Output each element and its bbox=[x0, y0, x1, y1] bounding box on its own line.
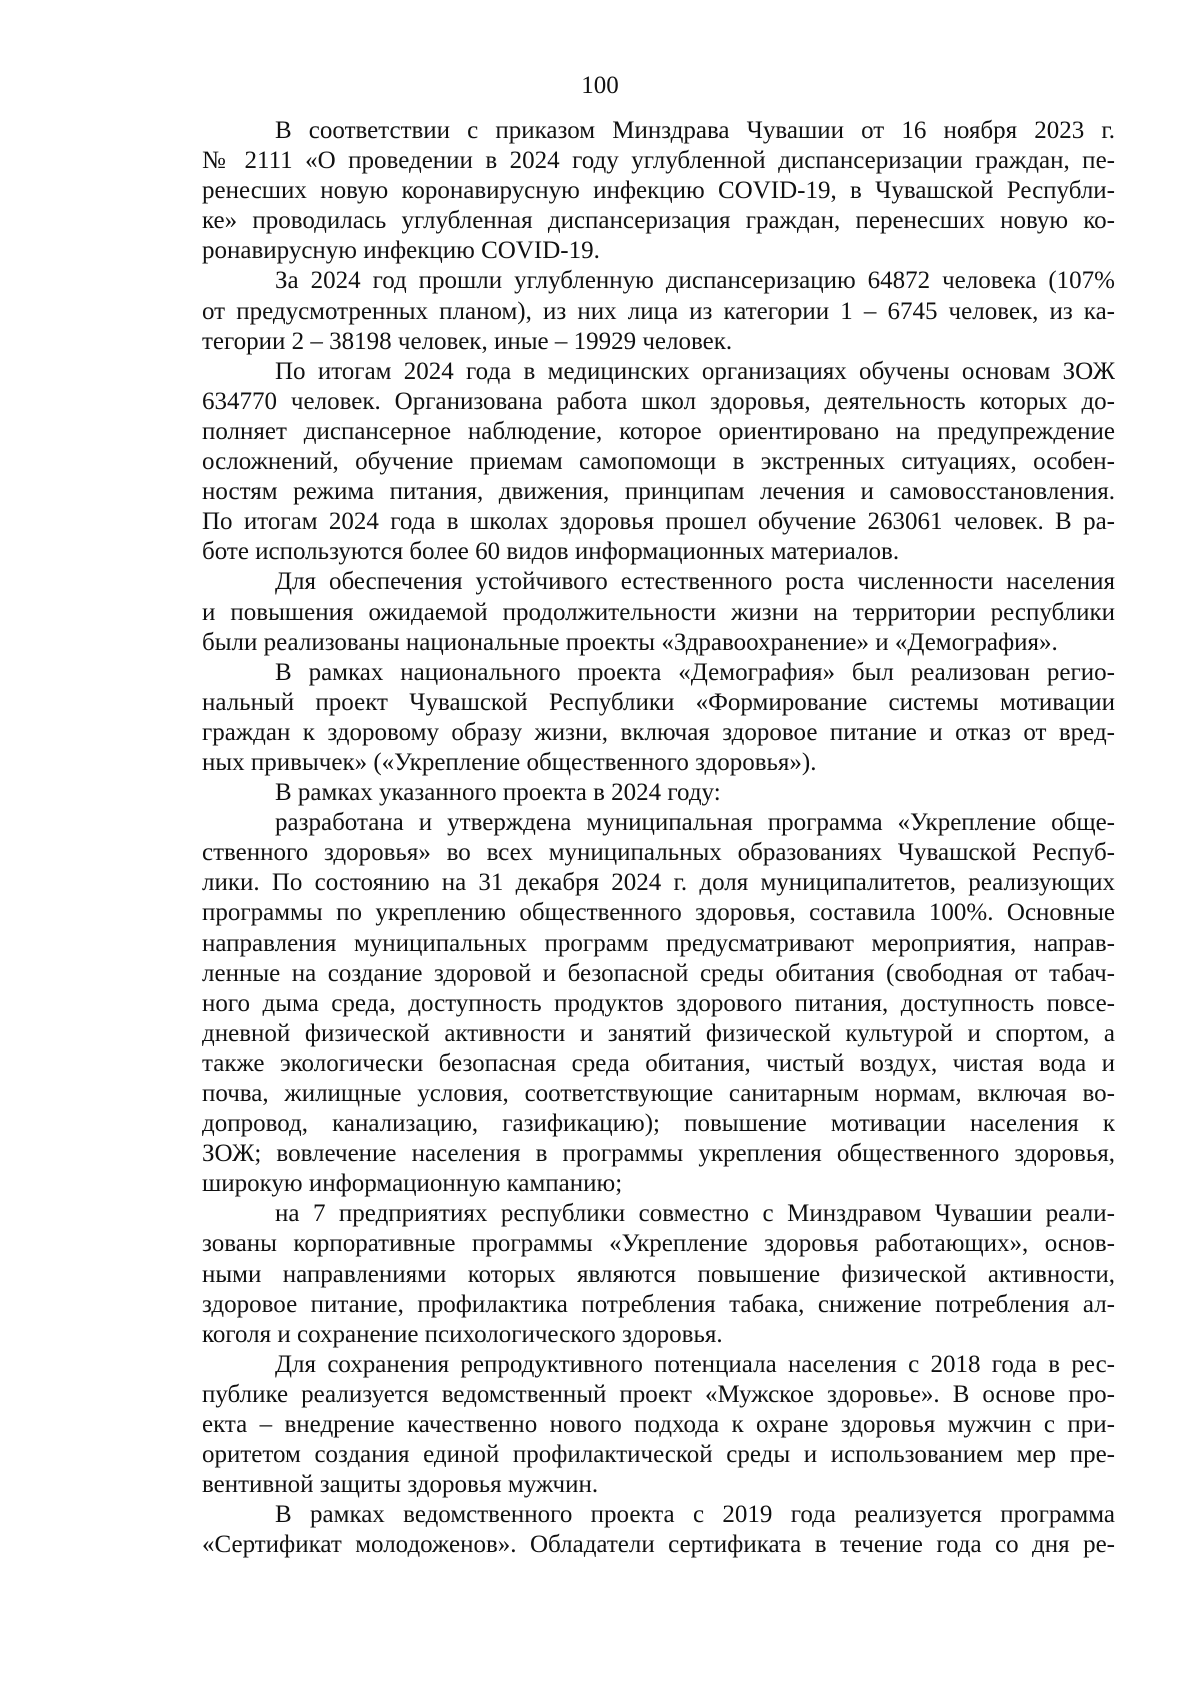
paragraph bbox=[202, 1199, 1115, 1349]
paragraph bbox=[202, 116, 1115, 266]
text-line: ленные на создание здоровой и безопасной среды обитания (свободная от табач- bbox=[202, 959, 1115, 987]
text-line: допровод, канализацию, газификацию); повышение мотивации населения к bbox=[202, 1110, 1115, 1138]
paragraph bbox=[202, 567, 1115, 657]
text-line: ных привычек» («Укрепление общественного здоровья»). bbox=[202, 748, 817, 776]
text-line: программы по укреплению общественного здоровья, составила 100%. Основные bbox=[202, 899, 1115, 927]
text-line: здоровое питание, профилактика потребления табака, снижение потребления ал- bbox=[202, 1290, 1115, 1318]
paragraph bbox=[202, 808, 1115, 1199]
document-body bbox=[202, 116, 1115, 1561]
paragraph bbox=[202, 658, 1115, 778]
text-line: За 2024 год прошли углубленную диспансеризацию 64872 человека (107% bbox=[275, 267, 1115, 295]
text-line: на 7 предприятиях республики совместно с Минздравом Чувашии реали- bbox=[275, 1200, 1115, 1228]
text-line: осложнений, обучение приемам самопомощи в экстренных ситуациях, особен- bbox=[202, 448, 1115, 476]
text-line: В соответствии с приказом Минздрава Чувашии от 16 ноября 2023 г. bbox=[275, 117, 1115, 144]
text-line: «Сертификат молодоженов». Обладатели сертификата в течение года со дня ре- bbox=[202, 1531, 1115, 1559]
text-line: и повышения ожидаемой продолжительности жизни на территории республики bbox=[202, 598, 1115, 626]
text-line: дневной физической активности и занятий физической культурой и спортом, а bbox=[202, 1019, 1115, 1047]
text-line: боте используются более 60 видов информационных материалов. bbox=[202, 538, 900, 566]
text-line: публике реализуется ведомственный проект «Мужское здоровье». В основе про- bbox=[202, 1380, 1115, 1408]
text-line: ронавирусную инфекцию COVID-19. bbox=[202, 237, 600, 265]
text-line: разработана и утверждена муниципальная программа «Укрепление обще- bbox=[275, 809, 1115, 837]
paragraph bbox=[202, 266, 1115, 356]
text-line: Для обеспечения устойчивого естественного роста численности населения bbox=[275, 568, 1115, 596]
text-line: ными направлениями которых являются повышение физической активности, bbox=[202, 1260, 1115, 1288]
text-line: ственного здоровья» во всех муниципальных образованиях Чувашской Респуб- bbox=[202, 839, 1115, 867]
paragraph bbox=[202, 1350, 1115, 1500]
text-line: ренесших новую коронавирусную инфекцию COVID-19, в Чувашской Республи- bbox=[202, 177, 1115, 205]
text-line: В рамках ведомственного проекта с 2019 года реализуется программа bbox=[275, 1501, 1115, 1529]
text-line: тегории 2 – 38198 человек, иные – 19929 человек. bbox=[202, 327, 733, 355]
text-line: ЗОЖ; вовлечение населения в программы укрепления общественного здоровья, bbox=[202, 1140, 1115, 1168]
text-line: граждан к здоровому образу жизни, включая здоровое питание и отказ от вред- bbox=[202, 718, 1115, 746]
text-line: почва, жилищные условия, соответствующие санитарным нормам, включая во- bbox=[202, 1080, 1115, 1107]
text-line: ке» проводилась углубленная диспансеризация граждан, перенесших новую ко- bbox=[202, 207, 1115, 235]
text-line: екта – внедрение качественно нового подхода к охране здоровья мужчин с при- bbox=[202, 1411, 1115, 1439]
text-line: оритетом создания единой профилактической среды и использованием мер пре- bbox=[202, 1441, 1115, 1469]
text-line: направления муниципальных программ предусматривают мероприятия, направ- bbox=[202, 929, 1115, 957]
text-line: Для сохранения репродуктивного потенциала населения с 2018 года в рес- bbox=[275, 1350, 1115, 1378]
text-line: зованы корпоративные программы «Укрепление здоровья работающих», основ- bbox=[202, 1230, 1115, 1258]
text-line: также экологически безопасная среда обитания, чистый воздух, чистая вода и bbox=[202, 1049, 1115, 1077]
paragraph bbox=[202, 778, 1115, 808]
text-line: В рамках национального проекта «Демография» был реализован регио- bbox=[275, 658, 1115, 686]
text-line: вентивной защиты здоровья мужчин. bbox=[202, 1471, 599, 1499]
text-line: нальный проект Чувашской Республики «Формирование системы мотивации bbox=[202, 688, 1115, 716]
text-line: коголя и сохранение психологического здоровья. bbox=[202, 1320, 723, 1348]
text-line: ного дыма среда, доступность продуктов здорового питания, доступность повсе- bbox=[202, 989, 1115, 1017]
text-line: были реализованы национальные проекты «Здравоохранение» и «Демография». bbox=[202, 628, 1058, 656]
text-line: № 2111 «О проведении в 2024 году углубленной диспансеризации граждан, пе- bbox=[202, 147, 1115, 175]
paragraph bbox=[202, 357, 1115, 568]
text-line: По итогам 2024 года в медицинских организациях обучены основам ЗОЖ bbox=[275, 357, 1115, 385]
text-line: 634770 человек. Организована работа школ здоровья, деятельность которых до- bbox=[202, 387, 1115, 415]
text-line: По итогам 2024 года в школах здоровья прошел обучение 263061 человек. В ра- bbox=[202, 508, 1115, 536]
text-line: лики. По состоянию на 31 декабря 2024 г. доля муниципалитетов, реализующих bbox=[202, 869, 1115, 897]
page-number: 100 bbox=[581, 72, 619, 99]
text-line: широкую информационную кампанию; bbox=[202, 1170, 623, 1198]
paragraph bbox=[202, 1500, 1115, 1560]
text-line: полняет диспансерное наблюдение, которое ориентировано на предупреждение bbox=[202, 417, 1115, 445]
text-line: В рамках указанного проекта в 2024 году: bbox=[275, 779, 721, 807]
text-line: от предусмотренных планом), из них лица из категории 1 – 6745 человек, из ка- bbox=[202, 297, 1115, 325]
text-line: ностям режима питания, движения, принципам лечения и самовосстановления. bbox=[202, 478, 1115, 506]
